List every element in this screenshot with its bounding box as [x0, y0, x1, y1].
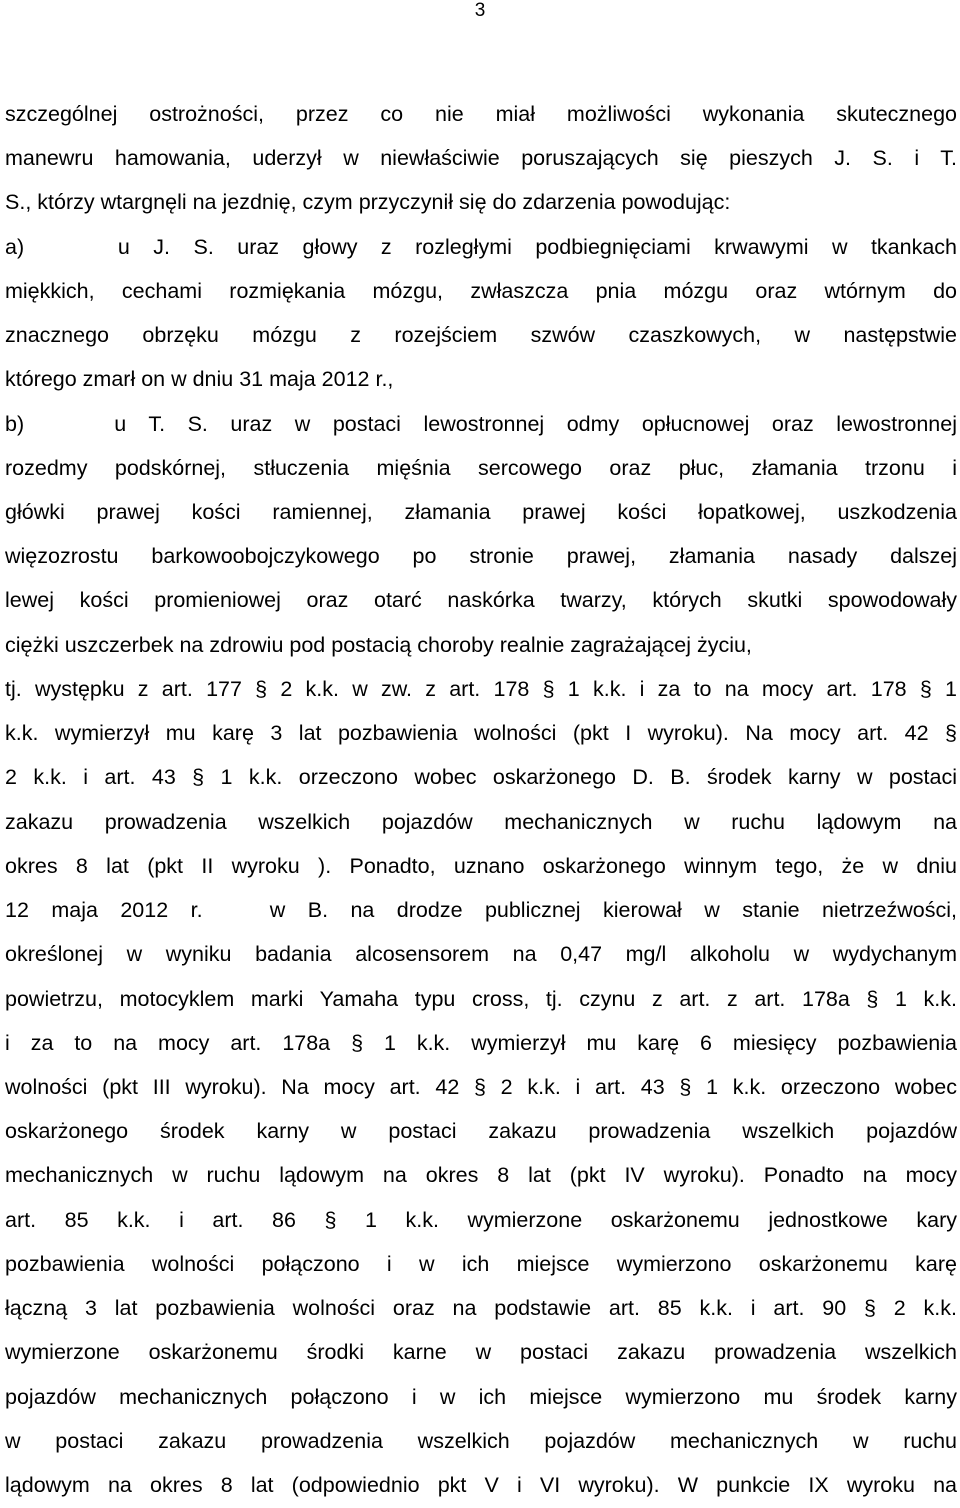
text-line: tj. występku z art. 177 § 2 k.k. w zw. z art. 178 § 1 k.k. i za to na mocy art. 178 § 1 — [5, 677, 957, 701]
text-line: a) u J. S. uraz głowy z rozległymi podbiegnięciami krwawymi w tkankach — [5, 235, 957, 259]
text-line: powietrzu, motocyklem marki Yamaha typu cross, tj. czynu z art. z art. 178a § 1 k.k. — [5, 987, 957, 1011]
text-line: rozedmy podskórnej, stłuczenia mięśnia sercowego oraz płuc, złamania trzonu i — [5, 456, 957, 480]
text-line: lewej kości promieniowej oraz otarć naskórka twarzy, których skutki spowodowały — [5, 588, 957, 612]
text-line: S., którzy wtargnęli na jezdnię, czym przyczynił się do zdarzenia powodując: — [5, 190, 731, 214]
text-line: mechanicznych w ruchu lądowym na okres 8 lat (pkt IV wyroku). Ponadto na mocy — [5, 1163, 957, 1187]
text-line: znacznego obrzęku mózgu z rozejściem szwów czaszkowych, w następstwie — [5, 323, 957, 347]
text-line: i za to na mocy art. 178a § 1 k.k. wymierzył mu karę 6 miesięcy pozbawienia — [5, 1031, 957, 1055]
text-line: zakazu prowadzenia wszelkich pojazdów mechanicznych w ruchu lądowym na — [5, 810, 957, 834]
text-line: oskarżonego środek karny w postaci zakazu prowadzenia wszelkich pojazdów — [5, 1119, 957, 1143]
text-line: k.k. wymierzył mu karę 3 lat pozbawienia wolności (pkt I wyroku). Na mocy art. 42 § — [5, 721, 957, 745]
text-line: pozbawienia wolności połączono i w ich miejsce wymierzono oskarżonemu karę — [5, 1252, 957, 1276]
text-line: ciężki uszczerbek na zdrowiu pod postacią choroby realnie zagrażającej życiu, — [5, 633, 752, 657]
text-line: lądowym na okres 8 lat (odpowiednio pkt V i VI wyroku). W punkcie IX wyroku na — [5, 1473, 957, 1497]
text-line: wolności (pkt III wyroku). Na mocy art. 42 § 2 k.k. i art. 43 § 1 k.k. orzeczono wobec — [5, 1075, 957, 1099]
text-line: b) u T. S. uraz w postaci lewostronnej odmy opłucnowej oraz lewostronnej — [5, 412, 957, 436]
text-line: którego zmarł on w dniu 31 maja 2012 r., — [5, 367, 394, 391]
text-line: główki prawej kości ramiennej, złamania prawej kości łopatkowej, uszkodzenia — [5, 500, 957, 524]
text-line: miękkich, cechami rozmiękania mózgu, zwłaszcza pnia mózgu oraz wtórnym do — [5, 279, 957, 303]
text-line: art. 85 k.k. i art. 86 § 1 k.k. wymierzone oskarżonemu jednostkowe kary — [5, 1208, 957, 1232]
text-line: 2 k.k. i art. 43 § 1 k.k. orzeczono wobec oskarżonego D. B. środek karny w postaci — [5, 765, 957, 789]
text-line: więzozrostu barkowoobojczykowego po stronie prawej, złamania nasady dalszej — [5, 544, 957, 568]
text-line: wymierzone oskarżonemu środki karne w postaci zakazu prowadzenia wszelkich — [5, 1340, 957, 1364]
text-line: 12 maja 2012 r. w B. na drodze publicznej kierował w stanie nietrzeźwości, — [5, 898, 957, 922]
text-line: pojazdów mechanicznych połączono i w ich miejsce wymierzono mu środek karny — [5, 1385, 957, 1409]
text-line: w postaci zakazu prowadzenia wszelkich pojazdów mechanicznych w ruchu — [5, 1429, 957, 1453]
text-line: manewru hamowania, uderzył w niewłaściwie poruszających się pieszych J. S. i T. — [5, 146, 957, 170]
text-line: określonej w wyniku badania alcosensorem na 0,47 mg/l alkoholu w wydychanym — [5, 942, 957, 966]
text-line: okres 8 lat (pkt II wyroku ). Ponadto, uznano oskarżonego winnym tego, że w dniu — [5, 854, 957, 878]
text-line: szczególnej ostrożności, przez co nie miał możliwości wykonania skutecznego — [5, 102, 957, 126]
text-line: łączną 3 lat pozbawienia wolności oraz na podstawie art. 85 k.k. i art. 90 § 2 k.k. — [5, 1296, 957, 1320]
page-number: 3 — [474, 0, 486, 21]
